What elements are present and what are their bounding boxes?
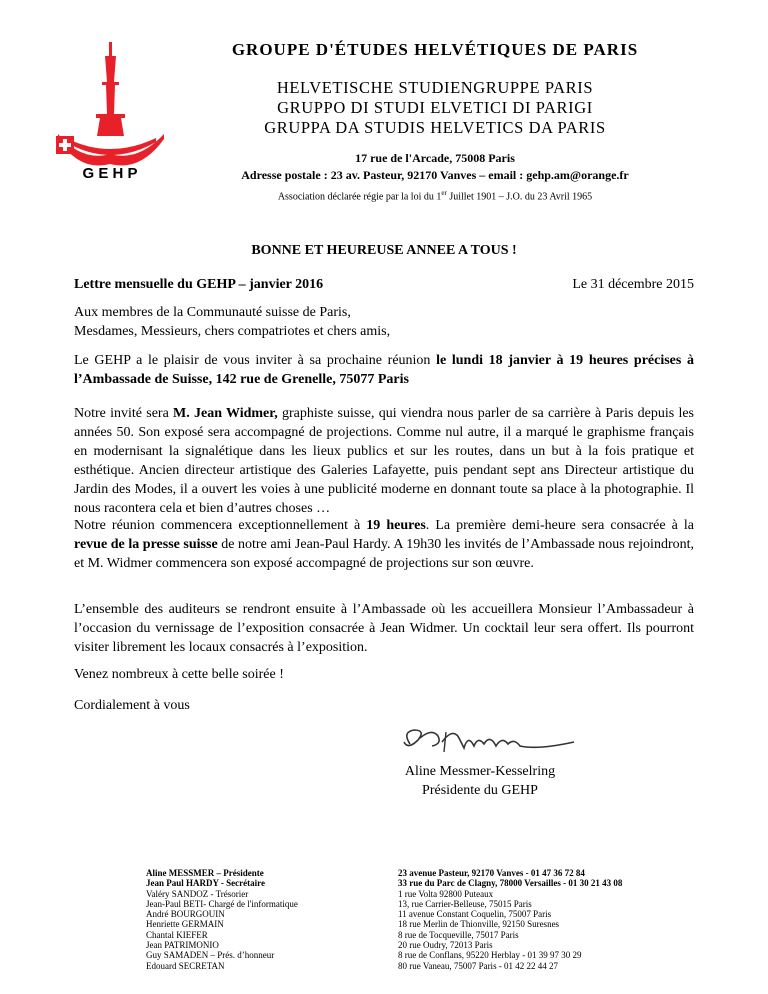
member-it: Jean-Paul BETI- Chargé de l'informatique bbox=[146, 898, 298, 909]
letter-date: Le 31 décembre 2015 bbox=[572, 277, 694, 292]
paragraph-guest: Notre invité sera M. Jean Widmer, graphiste suisse, qui viendra nous parler de sa carrière à Paris depuis les années 50. Son exposé sera accompagné de projections. Comme nul autre, il a marqué le graphisme français en modernisant la signalétique dans les lieux publics et sur les routes, dans un but à la fois pratique et esthétique. Ancien directeur artistique des Galeries Lafayette, puis pendant sept ans Directeur artistique du Jardin des Modes, il a ouvert les voies à une publicité moderne en donnant toute sa place à la photographie. Il nous racontera cela et bien d’autres choses … bbox=[74, 406, 694, 516]
signer-title: Présidente du GEHP bbox=[422, 783, 538, 798]
address-4: 11 avenue Constant Coquelin, 75007 Paris bbox=[398, 909, 552, 920]
header-subtitle-de: HELVETISCHE STUDIENGRUPPE PARIS bbox=[276, 78, 594, 97]
address-9: 80 rue Vaneau, 75007 Paris - 01 42 22 44 27 bbox=[398, 960, 559, 971]
association-note: Association déclarée régie par la loi du 1er Juillet 1901 – J.O. du 23 Avril 1965 bbox=[277, 189, 593, 203]
committee-list bbox=[146, 868, 298, 971]
member-secretary: Jean Paul HARDY - Secrétaire bbox=[146, 878, 265, 889]
header-subtitle-rm: GRUPPA DA STUDIS HELVETICS DA PARIS bbox=[264, 118, 606, 137]
paragraph-invitation: Le GEHP a le plaisir de vous inviter à sa prochaine réunion le lundi 18 janvier à 19 heures précises à l’Ambassade de Suisse, 142 rue de Grenelle, 75077 Paris bbox=[74, 353, 694, 387]
salutation: Aux membres de la Communauté suisse de Paris, Mesdames, Messieurs, chers compatriotes et chers amis, bbox=[74, 305, 391, 339]
paragraph-invite-come: Venez nombreux à cette belle soirée ! bbox=[74, 667, 284, 682]
member-president: Aline MESSMER – Présidente bbox=[146, 868, 264, 878]
address-6: 8 rue de Tocqueville, 75017 Paris bbox=[398, 929, 519, 940]
member-4: André BOURGOUIN bbox=[146, 909, 225, 920]
signer-name: Aline Messmer-Kesselring bbox=[404, 764, 556, 779]
address-3: 13, rue Carrier-Belleuse, 75015 Paris bbox=[398, 898, 532, 909]
address-line-2: Adresse postale : 23 av. Pasteur, 92170 Vanves – email : gehp.am@orange.fr bbox=[241, 168, 629, 182]
new-year-greeting: BONNE ET HEUREUSE ANNEE A TOUS ! bbox=[251, 243, 517, 258]
member-8: Guy SAMADEN – Prés. d’honneur bbox=[146, 950, 275, 961]
address-7: 20 rue Oudry, 72013 Paris bbox=[398, 940, 493, 951]
gehp-logo bbox=[52, 42, 170, 192]
address-1: 33 rue du Parc de Clagny, 78000 Versailles - 01 30 21 43 08 bbox=[398, 878, 623, 889]
address-0: 23 avenue Pasteur, 92170 Vanves - 01 47 36 72 84 bbox=[398, 868, 585, 878]
member-5: Henriette GERMAIN bbox=[146, 919, 224, 930]
handwritten-signature bbox=[398, 722, 588, 762]
member-9: Edouard SECRETAN bbox=[146, 960, 225, 971]
address-2: 1 rue Volta 92800 Puteaux bbox=[398, 888, 494, 899]
member-6: Chantal KIEFER bbox=[146, 929, 208, 940]
header-subtitle-it: GRUPPO DI STUDI ELVETICI DI PARIGI bbox=[277, 98, 593, 117]
paragraph-program: Notre réunion commencera exceptionnellement à 19 heures. La première demi-heure sera consacrée à la revue de la presse suisse de notre ami Jean-Paul Hardy. A 19h30 les invités de l’Ambassade nous rejoindront, et M. Widmer commencera son exposé accompagné de projections sur son œuvre. bbox=[74, 518, 695, 571]
address-5: 18 rue Merlin de Thionville, 92150 Suresnes bbox=[398, 919, 560, 930]
logo-text: G E H P bbox=[82, 165, 138, 182]
committee-addresses bbox=[398, 868, 622, 971]
header-title: GROUPE D'ÉTUDES HELVÉTIQUES DE PARIS bbox=[231, 40, 639, 59]
signature-block bbox=[380, 762, 580, 800]
address-line-1: 17 rue de l'Arcade, 75008 Paris bbox=[355, 151, 515, 165]
address-8: 8 rue de Conflans, 95220 Herblay - 01 39 97 30 29 bbox=[398, 950, 582, 961]
letter-subject: Lettre mensuelle du GEHP – janvier 2016 bbox=[74, 277, 324, 292]
paragraph-reception: L’ensemble des auditeurs se rendront ensuite à l’Ambassade où les accueillera Monsieur l’Ambassadeur à l’occasion du vernissage de l’exposition consacrée à Jean Widmer. Un cocktail leur sera offert. Ils pourront visiter librement les locaux consacrés à l’exposition. bbox=[74, 602, 694, 655]
member-treasurer: Valéry SANDOZ - Trésorier bbox=[146, 888, 249, 899]
member-7: Jean PATRIMONIO bbox=[146, 940, 219, 951]
paragraph-closing: Cordialement à vous bbox=[74, 698, 190, 713]
